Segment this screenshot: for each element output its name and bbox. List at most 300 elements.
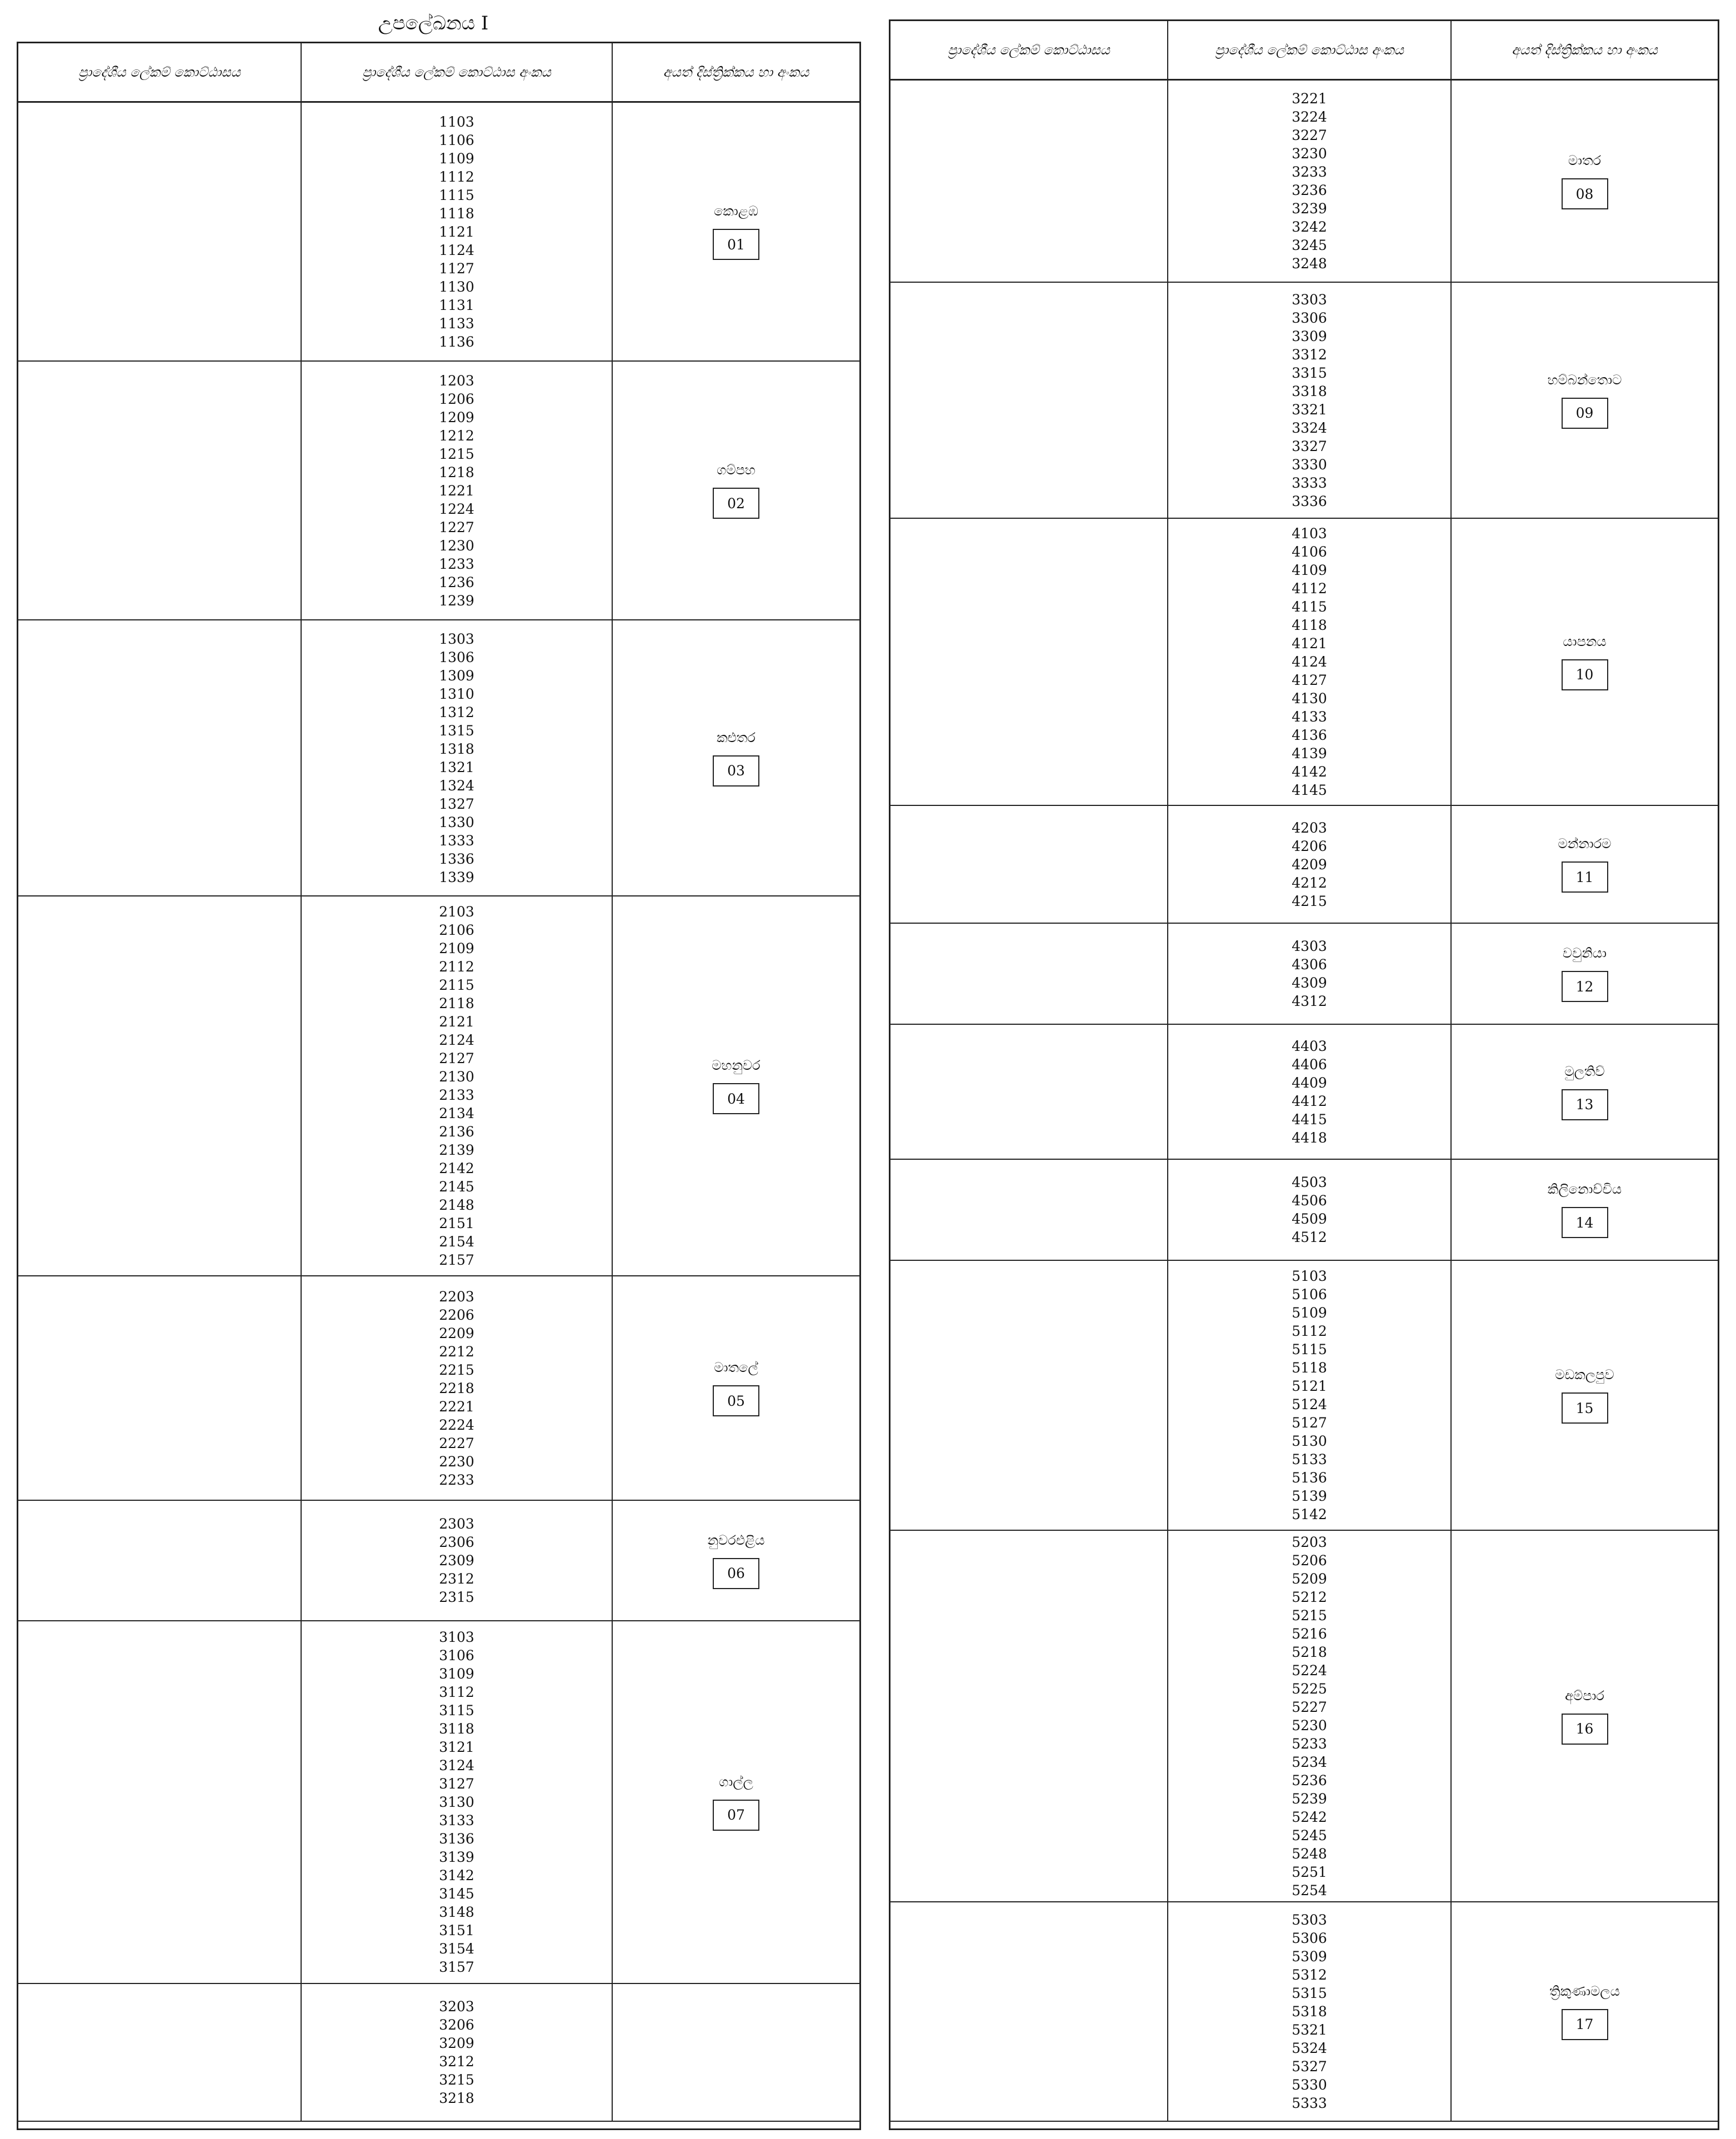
division-codes-cell [1168, 1261, 1452, 1530]
division-names-cell [18, 1984, 302, 2121]
division-code: 4209 [1292, 856, 1327, 873]
division-code: 5321 [1292, 2022, 1327, 2038]
division-code: 5251 [1292, 1864, 1327, 1880]
division-code: 5215 [1292, 1607, 1327, 1624]
division-code: 5209 [1292, 1570, 1327, 1587]
division-code: 5109 [1292, 1305, 1327, 1321]
table-header [18, 43, 859, 103]
division-names-cell [890, 1902, 1168, 2121]
division-code: 3127 [439, 1776, 474, 1792]
division-code: 3139 [439, 1849, 474, 1865]
division-code: 5254 [1292, 1882, 1327, 1898]
division-code: 4503 [1292, 1174, 1327, 1190]
district-number: 01 [713, 229, 759, 260]
division-code: 4139 [1292, 745, 1327, 762]
division-code: 2212 [439, 1343, 474, 1360]
division-code: 4106 [1292, 544, 1327, 560]
division-code: 3324 [1292, 419, 1327, 436]
district-number: 09 [1562, 398, 1608, 429]
district-name: අම්පාර [1565, 1687, 1604, 1704]
division-code: 2233 [439, 1471, 474, 1488]
division-code: 2154 [439, 1234, 474, 1250]
division-code: 4212 [1292, 874, 1327, 891]
division-names-cell [890, 924, 1168, 1024]
division-code: 4312 [1292, 993, 1327, 1009]
division-code: 2136 [439, 1124, 474, 1140]
division-code: 1218 [439, 464, 474, 480]
division-code: 4403 [1292, 1038, 1327, 1054]
division-code: 3227 [1292, 127, 1327, 143]
division-codes-cell [1168, 924, 1452, 1024]
division-code: 1309 [439, 667, 474, 684]
division-code: 4303 [1292, 938, 1327, 954]
district-group [18, 1984, 859, 2122]
division-code: 3215 [439, 2072, 474, 2088]
division-code: 2109 [439, 940, 474, 956]
division-code: 1130 [439, 278, 474, 295]
division-code: 1321 [439, 759, 474, 775]
division-code: 1315 [439, 722, 474, 739]
division-code: 3236 [1292, 182, 1327, 198]
division-names-cell [18, 620, 302, 895]
district-name: වවුනියා [1562, 945, 1607, 961]
division-code: 2209 [439, 1325, 474, 1341]
district-name: ත්‍රිකුණාමලය [1549, 1983, 1620, 1999]
district-group [18, 1276, 859, 1501]
division-code: 5224 [1292, 1662, 1327, 1679]
division-code: 3142 [439, 1867, 474, 1883]
division-code: 4142 [1292, 764, 1327, 780]
division-code: 3130 [439, 1794, 474, 1810]
district-number: 07 [713, 1800, 759, 1831]
division-code: 1230 [439, 537, 474, 554]
division-codes-cell [302, 1621, 613, 1983]
division-code: 2221 [439, 1398, 474, 1415]
division-code: 2121 [439, 1014, 474, 1030]
left-table [17, 42, 861, 2130]
division-code: 5234 [1292, 1754, 1327, 1770]
right-table-body [890, 81, 1718, 2122]
division-code: 3336 [1292, 493, 1327, 509]
division-code: 4118 [1292, 617, 1327, 633]
division-code: 2306 [439, 1534, 474, 1550]
district-group [890, 1025, 1718, 1160]
division-names-cell [890, 806, 1168, 923]
district-name: මුලතිව් [1564, 1063, 1605, 1079]
division-code: 2148 [439, 1197, 474, 1213]
division-code: 2145 [439, 1179, 474, 1195]
district-cell [1452, 283, 1718, 518]
division-code: 2139 [439, 1142, 474, 1158]
division-code: 3306 [1292, 309, 1327, 326]
division-code: 4306 [1292, 956, 1327, 973]
division-codes-cell [1168, 1025, 1452, 1159]
district-number: 17 [1562, 2009, 1608, 2040]
division-code: 3148 [439, 1904, 474, 1920]
division-code: 1136 [439, 333, 474, 350]
division-code: 4509 [1292, 1211, 1327, 1227]
division-codes-cell [1168, 1160, 1452, 1260]
division-code: 5127 [1292, 1415, 1327, 1431]
division-names-cell [18, 1501, 302, 1620]
district-name: මහනුවර [712, 1058, 761, 1073]
division-code: 5248 [1292, 1845, 1327, 1862]
division-code: 2118 [439, 995, 474, 1011]
division-code: 1121 [439, 223, 474, 240]
division-code: 2106 [439, 922, 474, 938]
header-district: අයත් දිස්ත්‍රික්කය හා අංකය [663, 64, 809, 80]
division-code: 1303 [439, 630, 474, 647]
division-code: 3154 [439, 1941, 474, 1957]
division-code: 2127 [439, 1050, 474, 1066]
division-code: 1115 [439, 187, 474, 203]
division-code: 5230 [1292, 1717, 1327, 1734]
division-code: 3303 [1292, 291, 1327, 308]
division-code: 1239 [439, 592, 474, 609]
district-number: 06 [713, 1558, 759, 1589]
division-code: 2227 [439, 1435, 474, 1451]
division-code: 1336 [439, 850, 474, 867]
district-cell [613, 896, 859, 1275]
district-cell [1452, 1261, 1718, 1530]
district-name: කිලිනොච්චිය [1547, 1181, 1622, 1197]
district-number: 05 [713, 1385, 759, 1416]
division-code: 5315 [1292, 1985, 1327, 2001]
division-code: 5318 [1292, 2003, 1327, 2020]
district-cell [613, 362, 859, 619]
division-code: 2151 [439, 1215, 474, 1231]
division-code: 2230 [439, 1453, 474, 1470]
division-code: 2303 [439, 1516, 474, 1532]
division-code: 3136 [439, 1831, 474, 1847]
district-name: මාතලේ [714, 1360, 758, 1375]
division-code: 1133 [439, 315, 474, 332]
division-code: 1339 [439, 869, 474, 885]
division-code: 1227 [439, 519, 474, 535]
district-name: යාපනය [1563, 633, 1607, 649]
division-code: 3115 [439, 1702, 474, 1719]
division-code: 2142 [439, 1160, 474, 1176]
division-code: 5312 [1292, 1967, 1327, 1983]
division-code: 5245 [1292, 1827, 1327, 1844]
division-code: 3233 [1292, 164, 1327, 180]
division-code: 1312 [439, 704, 474, 720]
division-code: 1306 [439, 649, 474, 665]
division-code: 3218 [439, 2090, 474, 2106]
division-codes-cell [1168, 519, 1452, 805]
division-code: 3103 [439, 1629, 474, 1645]
division-code: 2103 [439, 904, 474, 920]
division-code: 3315 [1292, 364, 1327, 381]
division-code: 3121 [439, 1739, 474, 1755]
division-code: 2206 [439, 1306, 474, 1323]
division-code: 1236 [439, 574, 474, 590]
district-name: මාතර [1568, 153, 1602, 168]
division-code: 5309 [1292, 1948, 1327, 1965]
division-code: 3248 [1292, 256, 1327, 272]
division-code: 4133 [1292, 709, 1327, 725]
division-code: 4506 [1292, 1193, 1327, 1209]
district-group [18, 896, 859, 1276]
division-code: 3312 [1292, 346, 1327, 363]
division-code: 2315 [439, 1589, 474, 1605]
division-codes-cell [302, 362, 613, 619]
district-name: ගම්පහ [717, 462, 756, 478]
division-codes-cell [1168, 1531, 1452, 1901]
division-code: 5303 [1292, 1912, 1327, 1928]
division-names-cell [18, 1621, 302, 1983]
division-code: 4206 [1292, 838, 1327, 854]
division-code: 3109 [439, 1666, 474, 1682]
division-code: 5218 [1292, 1644, 1327, 1660]
division-code: 1215 [439, 445, 474, 462]
district-number: 13 [1562, 1089, 1608, 1120]
division-code: 3133 [439, 1812, 474, 1829]
district-group [890, 1531, 1718, 1902]
page-title: උපලේඛනය I [378, 12, 489, 34]
division-code: 5225 [1292, 1680, 1327, 1697]
district-cell [1452, 81, 1718, 282]
division-code: 1324 [439, 777, 474, 794]
division-code: 3206 [439, 2017, 474, 2033]
district-group [18, 1621, 859, 1984]
division-code: 3203 [439, 1998, 474, 2015]
division-code: 2218 [439, 1380, 474, 1396]
district-name: කොළඹ [714, 203, 758, 219]
division-code: 5330 [1292, 2077, 1327, 2093]
division-code: 2112 [439, 959, 474, 975]
division-code: 2133 [439, 1087, 474, 1103]
division-codes-cell [1168, 81, 1452, 282]
division-codes-cell [1168, 283, 1452, 518]
district-number: 04 [713, 1083, 759, 1114]
division-code: 2115 [439, 977, 474, 993]
division-code: 4215 [1292, 893, 1327, 909]
division-code: 1209 [439, 409, 474, 425]
division-code: 3212 [439, 2053, 474, 2070]
division-code: 5242 [1292, 1809, 1327, 1825]
division-code: 2215 [439, 1361, 474, 1378]
division-names-cell [890, 81, 1168, 282]
division-names-cell [890, 1160, 1168, 1260]
division-code: 5239 [1292, 1790, 1327, 1807]
district-name: මඩකලපුව [1555, 1367, 1614, 1382]
division-code: 4115 [1292, 599, 1327, 615]
division-code: 1310 [439, 685, 474, 702]
division-names-cell [890, 1025, 1168, 1159]
division-names-cell [18, 1276, 302, 1500]
division-code: 5139 [1292, 1488, 1327, 1504]
division-codes-cell [1168, 1902, 1452, 2121]
division-code: 5136 [1292, 1470, 1327, 1486]
district-number: 03 [713, 755, 759, 787]
division-code: 3245 [1292, 237, 1327, 253]
division-code: 1233 [439, 555, 474, 572]
district-group [890, 1261, 1718, 1531]
district-cell [1452, 1902, 1718, 2121]
division-code: 5212 [1292, 1589, 1327, 1605]
division-code: 2224 [439, 1416, 474, 1433]
division-code: 3145 [439, 1886, 474, 1902]
left-table-body [18, 103, 859, 2122]
division-code: 4512 [1292, 1229, 1327, 1245]
district-cell [613, 620, 859, 895]
district-group [890, 806, 1718, 924]
table-header [890, 21, 1718, 81]
division-code: 3242 [1292, 219, 1327, 235]
division-codes-cell [302, 620, 613, 895]
division-code: 5121 [1292, 1378, 1327, 1394]
district-name: නුවරඑළිය [707, 1532, 765, 1548]
division-codes-cell [302, 1984, 613, 2121]
district-group [890, 924, 1718, 1025]
division-code: 4130 [1292, 690, 1327, 707]
header-code: ප්‍රාදේශීය ලේකම් කොට්ඨාස අංකය [302, 43, 613, 101]
district-group [890, 1160, 1718, 1261]
division-code: 5103 [1292, 1268, 1327, 1284]
district-number: 15 [1562, 1392, 1608, 1424]
district-group [890, 81, 1718, 283]
division-code: 4109 [1292, 562, 1327, 578]
division-codes-cell [302, 1276, 613, 1500]
division-code: 4124 [1292, 654, 1327, 670]
division-code: 4121 [1292, 635, 1327, 652]
division-code: 1221 [439, 482, 474, 499]
division-code: 2157 [439, 1252, 474, 1268]
division-code: 5227 [1292, 1699, 1327, 1715]
division-code: 3327 [1292, 438, 1327, 454]
division-code: 3318 [1292, 383, 1327, 399]
division-codes-cell [302, 1501, 613, 1620]
division-code: 4412 [1292, 1093, 1327, 1109]
division-code: 5327 [1292, 2058, 1327, 2075]
division-code: 5216 [1292, 1625, 1327, 1642]
division-names-cell [18, 362, 302, 619]
district-cell [1452, 1160, 1718, 1260]
district-cell [1452, 1025, 1718, 1159]
district-number: 11 [1562, 861, 1608, 893]
header-district: අයත් දිස්ත්‍රික්කය හා අංකය [1512, 42, 1658, 58]
district-name: කළුතර [717, 729, 756, 745]
header-division: ප්‍රාදේශීය ලේකම් කොට්ඨාසය [890, 21, 1168, 79]
district-cell [613, 103, 859, 360]
district-number: 14 [1562, 1207, 1608, 1238]
division-code: 2309 [439, 1552, 474, 1569]
district-group [890, 1902, 1718, 2122]
division-code: 5130 [1292, 1433, 1327, 1449]
right-table [889, 19, 1719, 2130]
division-code: 1318 [439, 740, 474, 757]
division-code: 1206 [439, 390, 474, 407]
division-codes-cell [302, 896, 613, 1275]
district-name: හම්බන්තොට [1547, 372, 1622, 388]
division-code: 1124 [439, 242, 474, 258]
division-code: 3230 [1292, 146, 1327, 162]
division-codes-cell [1168, 806, 1452, 923]
division-code: 4409 [1292, 1074, 1327, 1091]
district-cell [1452, 806, 1718, 923]
division-code: 2130 [439, 1069, 474, 1085]
division-code: 3330 [1292, 456, 1327, 473]
division-code: 3106 [439, 1647, 474, 1664]
division-code: 3333 [1292, 474, 1327, 491]
division-names-cell [890, 519, 1168, 805]
district-cell [613, 1501, 859, 1620]
division-code: 3224 [1292, 109, 1327, 125]
division-code: 3209 [439, 2035, 474, 2051]
division-code: 5115 [1292, 1341, 1327, 1357]
district-group [890, 519, 1718, 806]
district-cell [1452, 1531, 1718, 1901]
division-code: 1106 [439, 132, 474, 148]
division-code: 3239 [1292, 201, 1327, 217]
district-name: මන්නාරම [1558, 836, 1612, 851]
district-name: ගාල්ල [719, 1774, 753, 1790]
district-number: 10 [1562, 659, 1608, 690]
division-names-cell [890, 1261, 1168, 1530]
division-code: 3118 [439, 1721, 474, 1737]
division-code: 5133 [1292, 1451, 1327, 1467]
division-code: 5206 [1292, 1552, 1327, 1569]
division-names-cell [18, 896, 302, 1275]
division-code: 3112 [439, 1684, 474, 1700]
division-names-cell [18, 103, 302, 360]
division-code: 1127 [439, 260, 474, 277]
division-code: 1330 [439, 814, 474, 830]
division-code: 2203 [439, 1288, 474, 1305]
division-code: 5233 [1292, 1735, 1327, 1752]
division-code: 4406 [1292, 1056, 1327, 1073]
district-number: 16 [1562, 1714, 1608, 1745]
division-code: 2312 [439, 1571, 474, 1587]
division-code: 5118 [1292, 1360, 1327, 1376]
district-cell [613, 1984, 859, 2121]
division-code: 1212 [439, 427, 474, 444]
division-code: 1224 [439, 500, 474, 517]
division-code: 4112 [1292, 580, 1327, 597]
division-code: 4145 [1292, 782, 1327, 798]
district-group [18, 362, 859, 620]
division-code: 4415 [1292, 1111, 1327, 1128]
division-code: 1103 [439, 113, 474, 130]
district-cell [1452, 519, 1718, 805]
division-code: 5236 [1292, 1772, 1327, 1789]
division-code: 5142 [1292, 1506, 1327, 1522]
district-cell [613, 1276, 859, 1500]
district-cell [613, 1621, 859, 1983]
division-code: 1333 [439, 832, 474, 849]
division-code: 5306 [1292, 1930, 1327, 1946]
division-code: 4309 [1292, 975, 1327, 991]
division-code: 3221 [1292, 91, 1327, 107]
division-code: 1131 [439, 297, 474, 313]
division-code: 4127 [1292, 672, 1327, 688]
division-code: 2134 [439, 1105, 474, 1121]
division-code: 1327 [439, 795, 474, 812]
division-code: 5324 [1292, 2040, 1327, 2056]
division-code: 5203 [1292, 1534, 1327, 1550]
division-code: 5106 [1292, 1286, 1327, 1303]
district-group [18, 1501, 859, 1621]
header-division: ප්‍රාදේශීය ලේකම් කොට්ඨාසය [18, 43, 302, 101]
division-code: 1112 [439, 168, 474, 185]
district-group [890, 283, 1718, 519]
district-group [18, 103, 859, 362]
division-code: 2124 [439, 1032, 474, 1048]
division-names-cell [890, 1531, 1168, 1901]
header-code: ප්‍රාදේශීය ලේකම් කොට්ඨාස අංකය [1168, 21, 1452, 79]
division-code: 5333 [1292, 2095, 1327, 2111]
